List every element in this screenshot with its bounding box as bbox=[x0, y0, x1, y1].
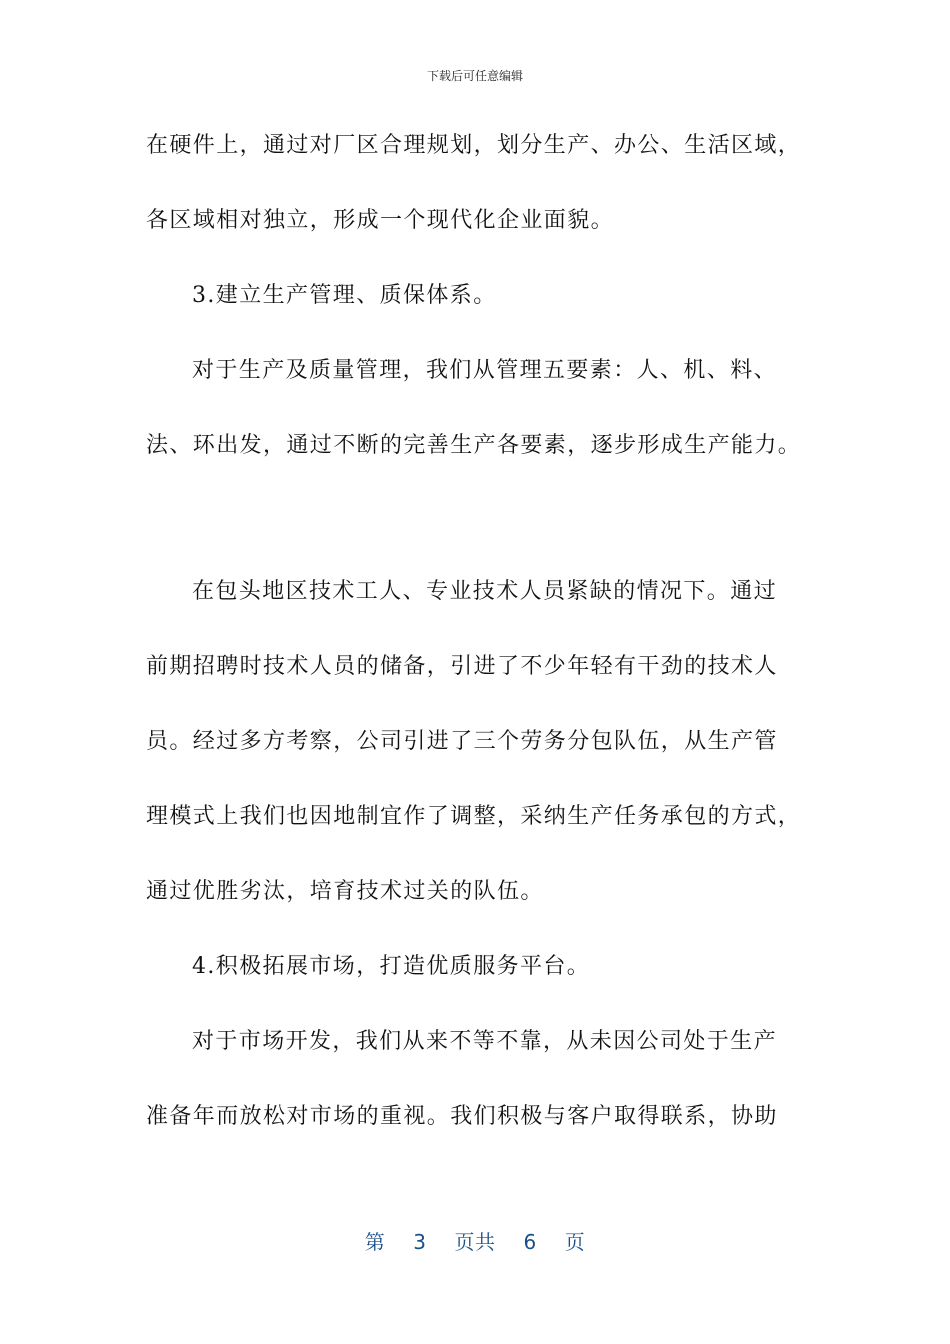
paragraph-line: 在包头地区技术工人、专业技术人员紧缺的情况下。通过 bbox=[192, 579, 778, 604]
paragraph-line: 对于市场开发，我们从来不等不靠，从未因公司处于生产 bbox=[192, 1029, 778, 1054]
page-label-suffix: 页 bbox=[564, 1230, 586, 1254]
page-label-prefix: 第 bbox=[364, 1230, 386, 1254]
paragraph-line: 准备年而放松对市场的重视。我们积极与客户取得联系，协助 bbox=[146, 1104, 778, 1129]
section-heading: 3.建立生产管理、质保体系。 bbox=[192, 283, 497, 308]
page-number: 3 bbox=[413, 1230, 427, 1254]
paragraph-line: 在硬件上，通过对厂区合理规划，划分生产、办公、生活区域， bbox=[146, 133, 802, 158]
section-heading: 4.积极拓展市场，打造优质服务平台。 bbox=[192, 954, 591, 979]
paragraph-line: 对于生产及质量管理，我们从管理五要素：人、机、料、 bbox=[192, 358, 778, 383]
paragraph-line: 员。经过多方考察，公司引进了三个劳务分包队伍，从生产管 bbox=[146, 729, 778, 754]
paragraph-line: 理模式上我们也因地制宜作了调整，采纳生产任务承包的方式， bbox=[146, 804, 802, 829]
paragraph-line: 通过优胜劣汰，培育技术过关的队伍。 bbox=[146, 879, 544, 904]
paragraph-line: 各区域相对独立，形成一个现代化企业面貌。 bbox=[146, 208, 615, 233]
paragraph-line: 法、环出发，通过不断的完善生产各要素，逐步形成生产能力。 bbox=[146, 433, 802, 458]
paragraph-line: 前期招聘时技术人员的储备，引进了不少年轻有干劲的技术人 bbox=[146, 654, 778, 679]
total-pages: 6 bbox=[523, 1230, 537, 1254]
download-note: 下载后可任意编辑 bbox=[426, 69, 523, 83]
page-label-mid: 页共 bbox=[454, 1230, 496, 1254]
page-footer bbox=[0, 1226, 950, 1255]
